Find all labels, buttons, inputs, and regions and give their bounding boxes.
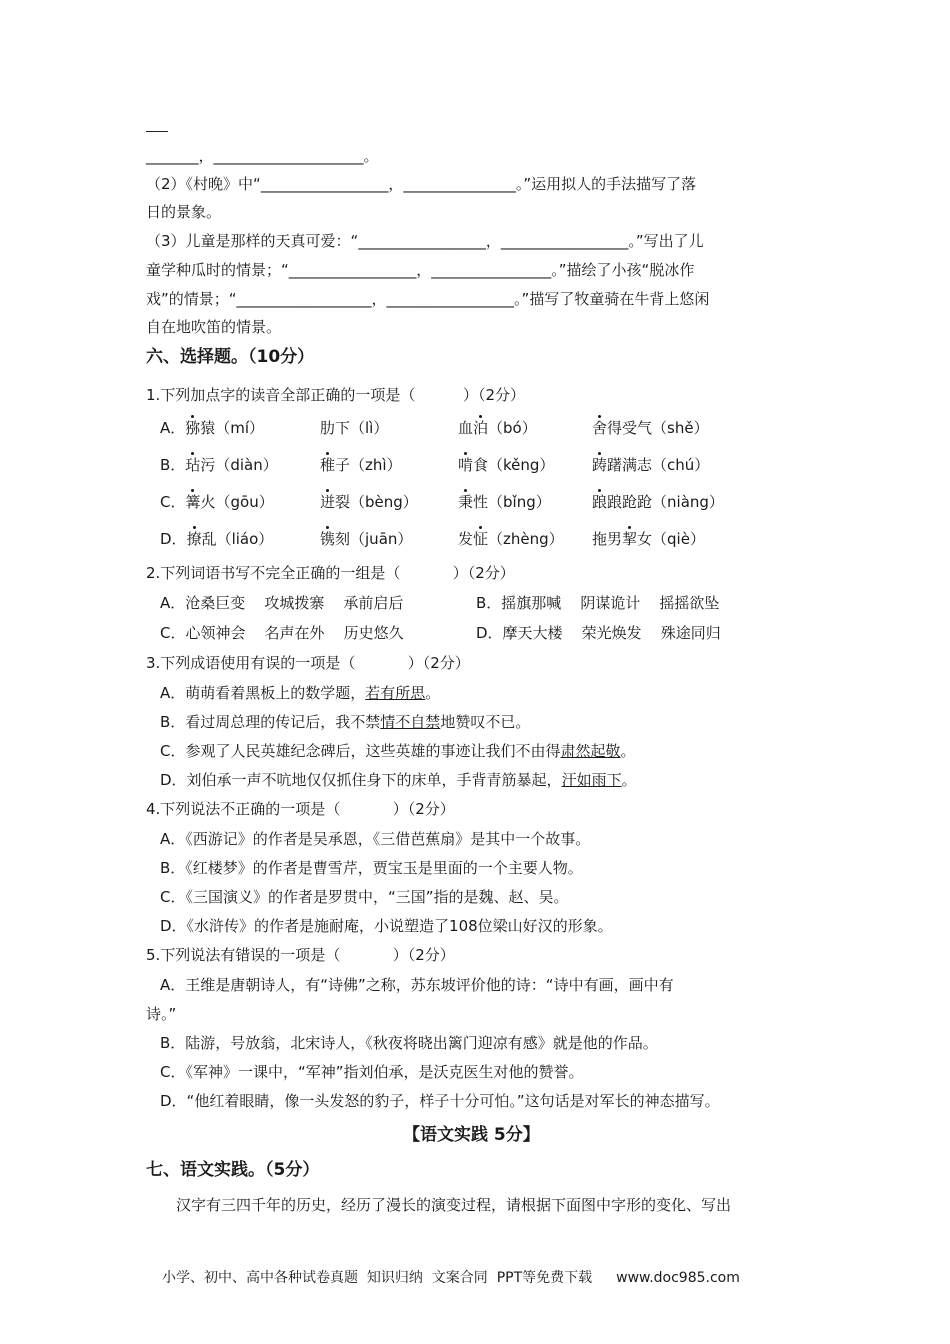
section-6-heading: 六、选择题。（10分） [146, 347, 315, 367]
emphasis-dot-char: 稚 [320, 456, 336, 474]
emphasis-dot-char: 玷 [185, 456, 201, 474]
q1-option-a-item-1: A．猕猿（mí） [160, 419, 265, 437]
q1-option-d-item-4: 拖男挈女（qiè） [592, 530, 705, 548]
fill-blank-line-5: 童学种瓜时的情景；“_________________，________________。”描绘了小孩“脱冰作 [146, 261, 695, 279]
q5-option-a-cont: 诗。” [146, 1005, 177, 1023]
fill-blank-line-7: 自在地吹笛的情景。 [146, 318, 282, 336]
emphasis-dot-char: 挈 [622, 530, 638, 548]
q3-option-b: B．看过周总理的传记后，我不禁情不自禁地赞叹不已。 [160, 713, 531, 731]
q1-stem: 1.下列加点字的读音全部正确的一项是（ ）（2分） [146, 386, 526, 404]
q1-option-c-item-3: 秉性（bǐng） [458, 493, 551, 511]
q1-option-a-item-2: 肋下（lì） [320, 419, 389, 437]
section-7-body: 汉字有三四千年的历史，经历了漫长的演变过程，请根据下面图中字形的变化、写出 [176, 1196, 732, 1214]
q3-option-a: A．萌萌看着黑板上的数学题，若有所思。 [160, 684, 441, 702]
q1-option-d-item-2: 镌刻（juān） [320, 530, 413, 548]
q1-option-c-item-4: 踉踉跄跄（niàng） [592, 493, 724, 511]
q2-option-a: A．沧桑巨变 攻城拨寨 承前启后 [160, 594, 404, 612]
emphasis-dot-char: 怔 [473, 530, 489, 548]
emphasis-dot-char: 啃 [458, 456, 474, 474]
q5-option-d: D．“他红着眼睛，像一头发怒的豹子，样子十分可怕。”这句话是对军长的神态描写。 [160, 1092, 720, 1110]
emphasis-dot-char: 秉 [458, 493, 474, 511]
fill-blank-line-6: 戏”的情景；“__________________，_________________。”描写了牧童骑在牛背上悠闲 [146, 290, 710, 308]
emphasis-dot-char: 踉 [592, 493, 608, 511]
q4-option-c: C．《三国演义》的作者是罗贯中，“三国”指的是魏、赵、吴。 [160, 888, 569, 906]
q1-option-b-item-2: 稚子（zhì） [320, 456, 402, 474]
q3-d-idiom: 汗如雨下 [561, 771, 622, 789]
q3-option-d: D．刘伯承一声不吭地仅仅抓住身下的床单，手背青筋暴起，汗如雨下。 [160, 771, 637, 789]
q3-b-idiom: 情不自禁 [380, 713, 441, 731]
section-7-heading: 七、语文实践。（5分） [146, 1160, 320, 1180]
q2-option-d: D．摩天大楼 荣光焕发 殊途同归 [476, 624, 721, 642]
fill-blank-line-3: 日的景象。 [146, 203, 222, 221]
q1-option-b-item-4: 踌躇满志（chú） [592, 456, 710, 474]
stray-rule [146, 131, 168, 132]
q1-option-b-item-3: 啃食（kěng） [458, 456, 555, 474]
q1-option-d-item-3: 发怔（zhèng） [458, 530, 564, 548]
q2-option-b: B．摇旗那喊 阴谋诡计 摇摇欲坠 [476, 594, 720, 612]
q5-option-c: C．《军神》一课中，“军神”指刘伯承，是沃克医生对他的赞誉。 [160, 1063, 584, 1081]
q3-stem: 3.下列成语使用有误的一项是（ ）（2分） [146, 654, 470, 672]
q1-option-b-item-1: B．玷污（diàn） [160, 456, 278, 474]
q5-stem: 5.下列说法有错误的一项是（ ）（2分） [146, 946, 455, 964]
q1-option-a-item-4: 舍得受气（shě） [592, 419, 709, 437]
q3-option-c: C．参观了人民英雄纪念碑后，这些英雄的事迹让我们不由得肃然起敬。 [160, 742, 636, 760]
q1-option-d-item-1: D．撩乱（liáo） [160, 530, 274, 548]
emphasis-dot-char: 踌 [592, 456, 608, 474]
emphasis-dot-char: 泊 [473, 419, 489, 437]
q1-option-c-item-2: 迸裂（bèng） [320, 493, 418, 511]
q5-option-a: A．王维是唐朝诗人，有“诗佛”之称，苏东坡评价他的诗：“诗中有画，画中有 [160, 976, 674, 994]
q1-option-c-item-1: C．篝火（gōu） [160, 493, 274, 511]
q3-a-idiom: 若有所思 [365, 684, 426, 702]
footer-site: www.doc985.com [616, 1270, 740, 1286]
footer [162, 1267, 740, 1287]
q4-stem: 4.下列说法不正确的一项是（ ）（2分） [146, 800, 455, 818]
q2-option-c: C．心领神会 名声在外 历史悠久 [160, 624, 404, 642]
q4-option-a: A．《西游记》的作者是吴承恩，《三借芭蕉扇》是其中一个故事。 [160, 830, 591, 848]
q1-option-a-item-3: 血泊（bó） [458, 419, 537, 437]
q3-c-idiom: 肃然起敬 [560, 742, 621, 760]
fill-blank-line-2: （2）《村晚》中“_________________，_______________。”运用拟人的手法描写了落 [146, 175, 697, 193]
emphasis-dot-char: 猕 [185, 419, 201, 437]
q4-option-b: B．《红楼梦》的作者是曹雪芹，贾宝玉是里面的一个主要人物。 [160, 859, 583, 877]
practice-banner: 【语文实践 5分】 [403, 1125, 540, 1145]
emphasis-dot-char: 镌 [320, 530, 336, 548]
emphasis-dot-char: 篝 [185, 493, 201, 511]
q4-option-d: D．《水浒传》的作者是施耐庵，小说塑造了108位梁山好汉的形象。 [160, 917, 613, 935]
q5-option-b: B．陆游，号放翁，北宋诗人，《秋夜将晓出篱门迎凉有感》就是他的作品。 [160, 1034, 658, 1052]
q2-stem: 2.下列词语书写不完全正确的一组是（ ）（2分） [146, 564, 515, 582]
emphasis-dot-char: 迸 [320, 493, 336, 511]
fill-blank-line-1: _______，____________________。 [146, 147, 379, 165]
emphasis-dot-char: 撩 [186, 530, 202, 548]
fill-blank-line-4: （3）儿童是那样的天真可爱：“_________________，_________________。”写出了儿 [146, 232, 704, 250]
footer-text: 小学、初中、高中各种试卷真题 知识归纳 文案合同 PPT等免费下载 [162, 1270, 593, 1286]
emphasis-dot-char: 舍 [592, 419, 608, 437]
